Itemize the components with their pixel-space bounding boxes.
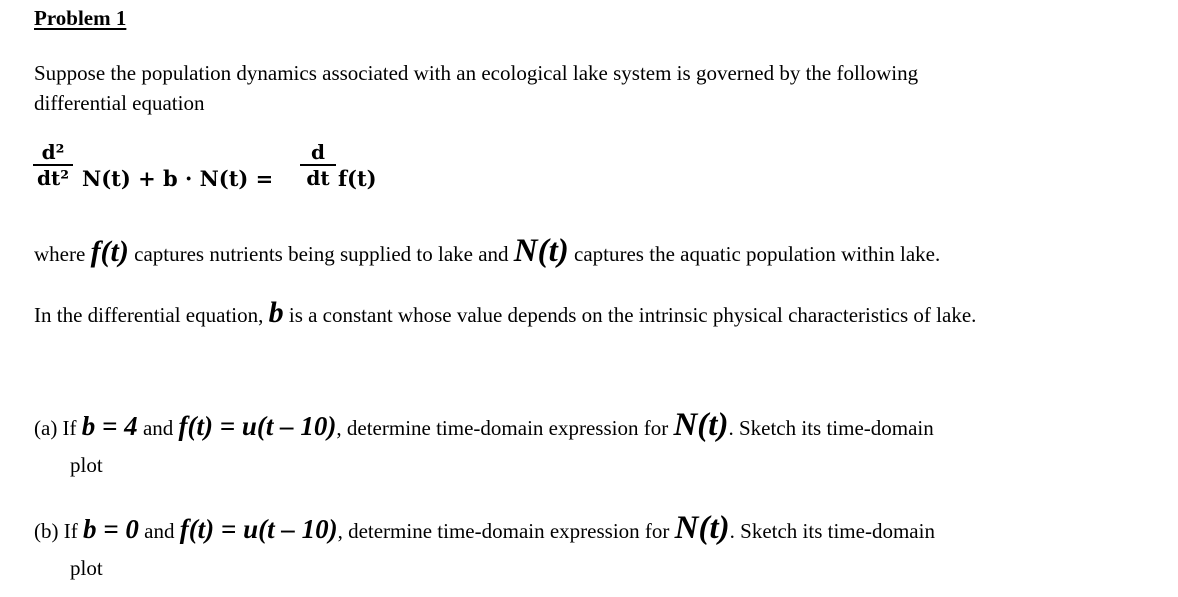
part-a-mid: , determine time-domain expression for [336,416,669,440]
problem-title: Problem 1 [34,6,127,30]
part-a-and: and [142,416,174,440]
part-a-tail: . Sketch its time-domain [728,416,934,440]
part-a-b-value: b = 4 [81,411,138,441]
part-b-and: and [144,519,175,543]
constant-line [34,298,976,330]
part-b-prefix: (b) If [34,519,78,543]
part-a-f-expression: f(t) = u(t – 10) [178,411,337,441]
part-b-line-2: plot [70,556,103,580]
part-a-prefix: (a) If [34,416,77,440]
constant-description: is a constant whose value depends on the intrinsic physical characteristics of lake. [288,303,977,327]
constant-intro: In the differential equation, [34,303,264,327]
b-symbol: b [268,296,284,329]
second-derivative-operator [33,141,73,189]
part-a-line-2: plot [70,453,103,477]
frac1-denominator: dt² [37,166,69,190]
frac1-numerator: d² [41,140,65,164]
part-b-b-value: b = 0 [82,514,139,544]
part-b-mid: , determine time-domain expression for [337,519,670,543]
part-b-tail: . Sketch its time-domain [729,519,935,543]
intro-line-2: differential equation [34,91,205,115]
equation-right-side: f(t) [338,166,377,191]
part-b-line-1 [34,510,935,546]
frac2-denominator: dt [306,166,330,190]
where-line [34,233,941,269]
part-a-line-1 [34,407,934,443]
part-a-n-symbol: N(t) [673,407,729,443]
where-word: where [34,242,86,266]
part-b-f-expression: f(t) = u(t – 10) [179,514,338,544]
where-text-population: captures the aquatic population within lake. [574,242,941,266]
intro-line-1: Suppose the population dynamics associated with an ecological lake system is governed by the following [34,61,919,85]
first-derivative-operator [300,141,336,189]
n-of-t-symbol: N(t) [513,233,569,269]
frac2-numerator: d [311,140,325,164]
part-b-n-symbol: N(t) [674,510,730,546]
where-text-nutrients: captures nutrients being supplied to lake and [134,242,509,266]
f-of-t-symbol: f(t) [90,235,129,268]
equation-left-side: N(t) + b · N(t) = [82,166,274,191]
